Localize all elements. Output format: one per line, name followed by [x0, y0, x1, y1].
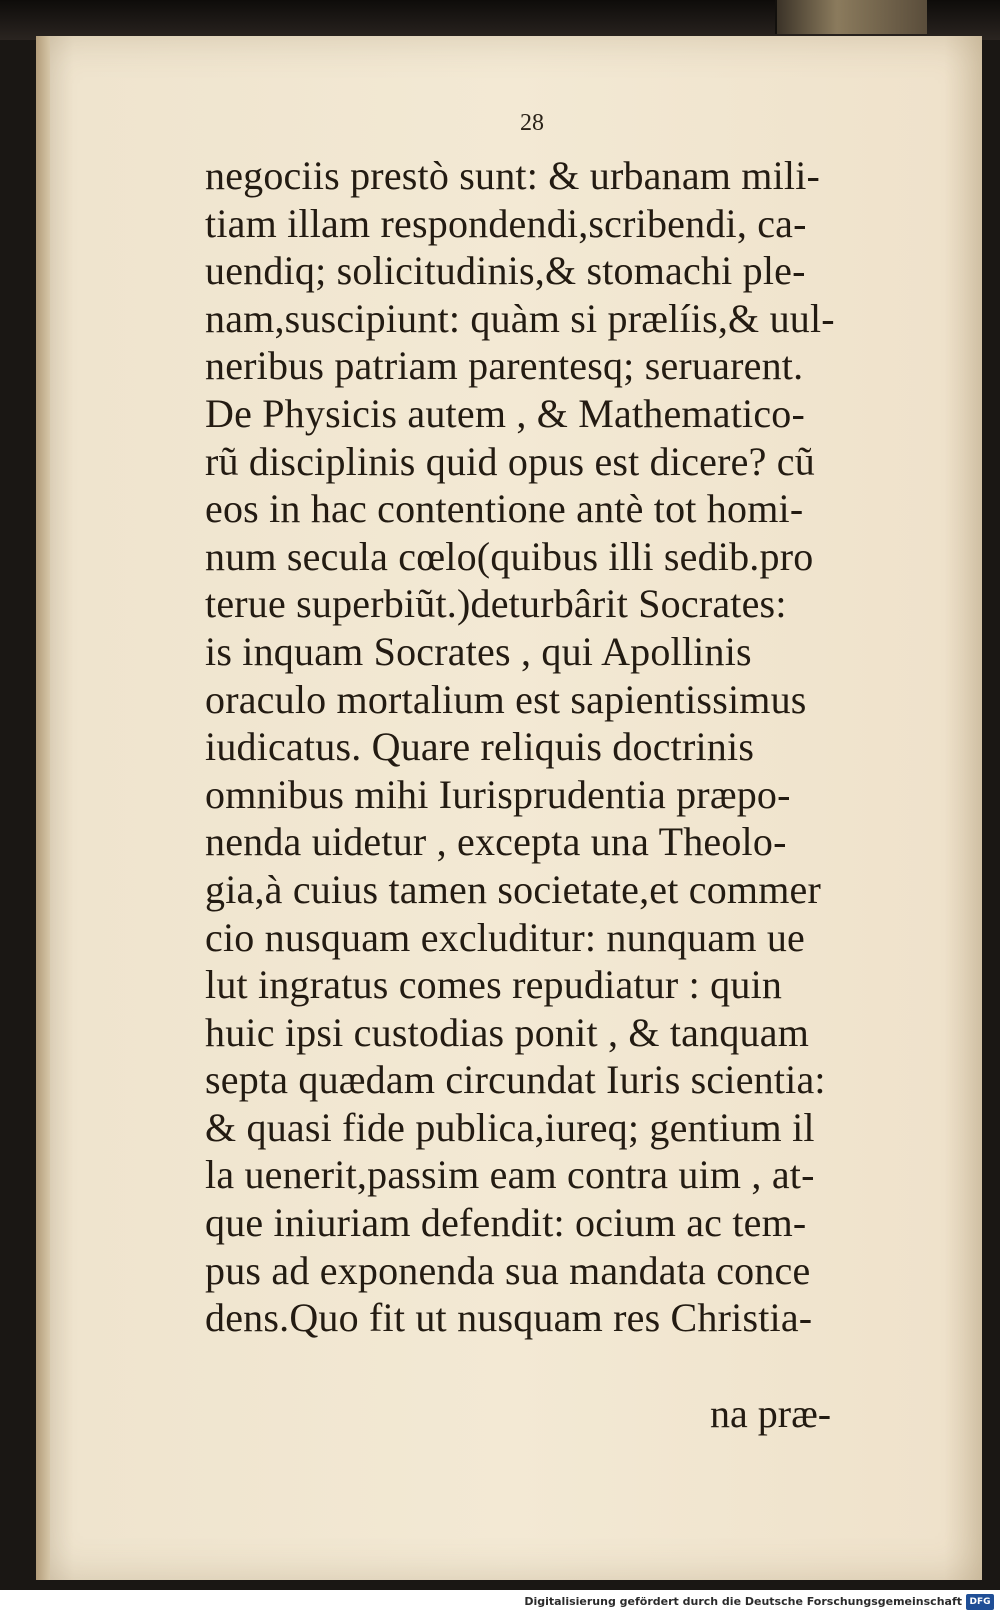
dfg-logo-icon: DFG [966, 1594, 994, 1610]
text-line: negociis prestò sunt: & urbanam mili- [205, 153, 821, 198]
text-line: num secula cœlo(quibus illi sedib.pro [205, 533, 814, 579]
text-line: De Physicis autem , & Mathematico- [205, 390, 806, 436]
text-line: la uenerit,passim eam contra uim , at- [205, 1152, 815, 1198]
text-line: is inquam Socrates , qui Apollinis [205, 628, 752, 674]
body-text [205, 152, 905, 1342]
page-clip [775, 0, 927, 34]
text-line: que iniuriam defendit: ocium ac tem- [205, 1200, 807, 1246]
text-line: pus ad exponenda sua mandata conce [205, 1247, 811, 1293]
text-line: omnibus mihi Iurisprudentia præpo- [205, 771, 791, 817]
text-line: iudicatus. Quare reliquis doctrinis [205, 724, 755, 770]
text-line: dens.Quo fit ut nusquam res Christia- [205, 1295, 813, 1341]
text-line: nenda uidetur , excepta una Theolo- [205, 819, 787, 865]
text-line: eos in hac contentione antè tot homi- [205, 486, 804, 532]
page-edge [36, 36, 50, 1580]
text-line: & quasi fide publica,iureq; gentium il [205, 1104, 815, 1150]
text-line: cio nusquam excluditur: nunquam ue [205, 914, 806, 960]
text-line: uendiq; solicitudinis,& stomachi ple- [205, 248, 806, 294]
book-top-edge [0, 0, 1000, 40]
text-line: gia,à cuius tamen societate,et commer [205, 866, 822, 912]
funding-credit: Digitalisierung gefördert durch die Deutsche Forschungsgemeinschaft [524, 1595, 962, 1608]
footer-bar [0, 1590, 1000, 1617]
text-line: neribus patriam parentesq; seruarent. [205, 343, 804, 389]
text-line: rũ disciplinis quid opus est dicere? cũ [205, 438, 815, 484]
catchword: na præ- [710, 1391, 832, 1436]
text-line: tiam illam respondendi,scribendi, ca- [205, 200, 807, 246]
text-line: septa quædam circundat Iuris scientia: [205, 1057, 826, 1103]
text-line: huic ipsi custodias ponit , & tanquam [205, 1009, 810, 1055]
text-line: terue superbiũt.)deturbârit Socrates: [205, 581, 787, 627]
page-number: 28 [520, 110, 544, 136]
text-line: nam,suscipiunt: quàm si prælíis,& uul- [205, 295, 835, 341]
text-line: lut ingratus comes repudiatur : quin [205, 962, 783, 1008]
text-line: oraculo mortalium est sapientissimus [205, 676, 807, 722]
